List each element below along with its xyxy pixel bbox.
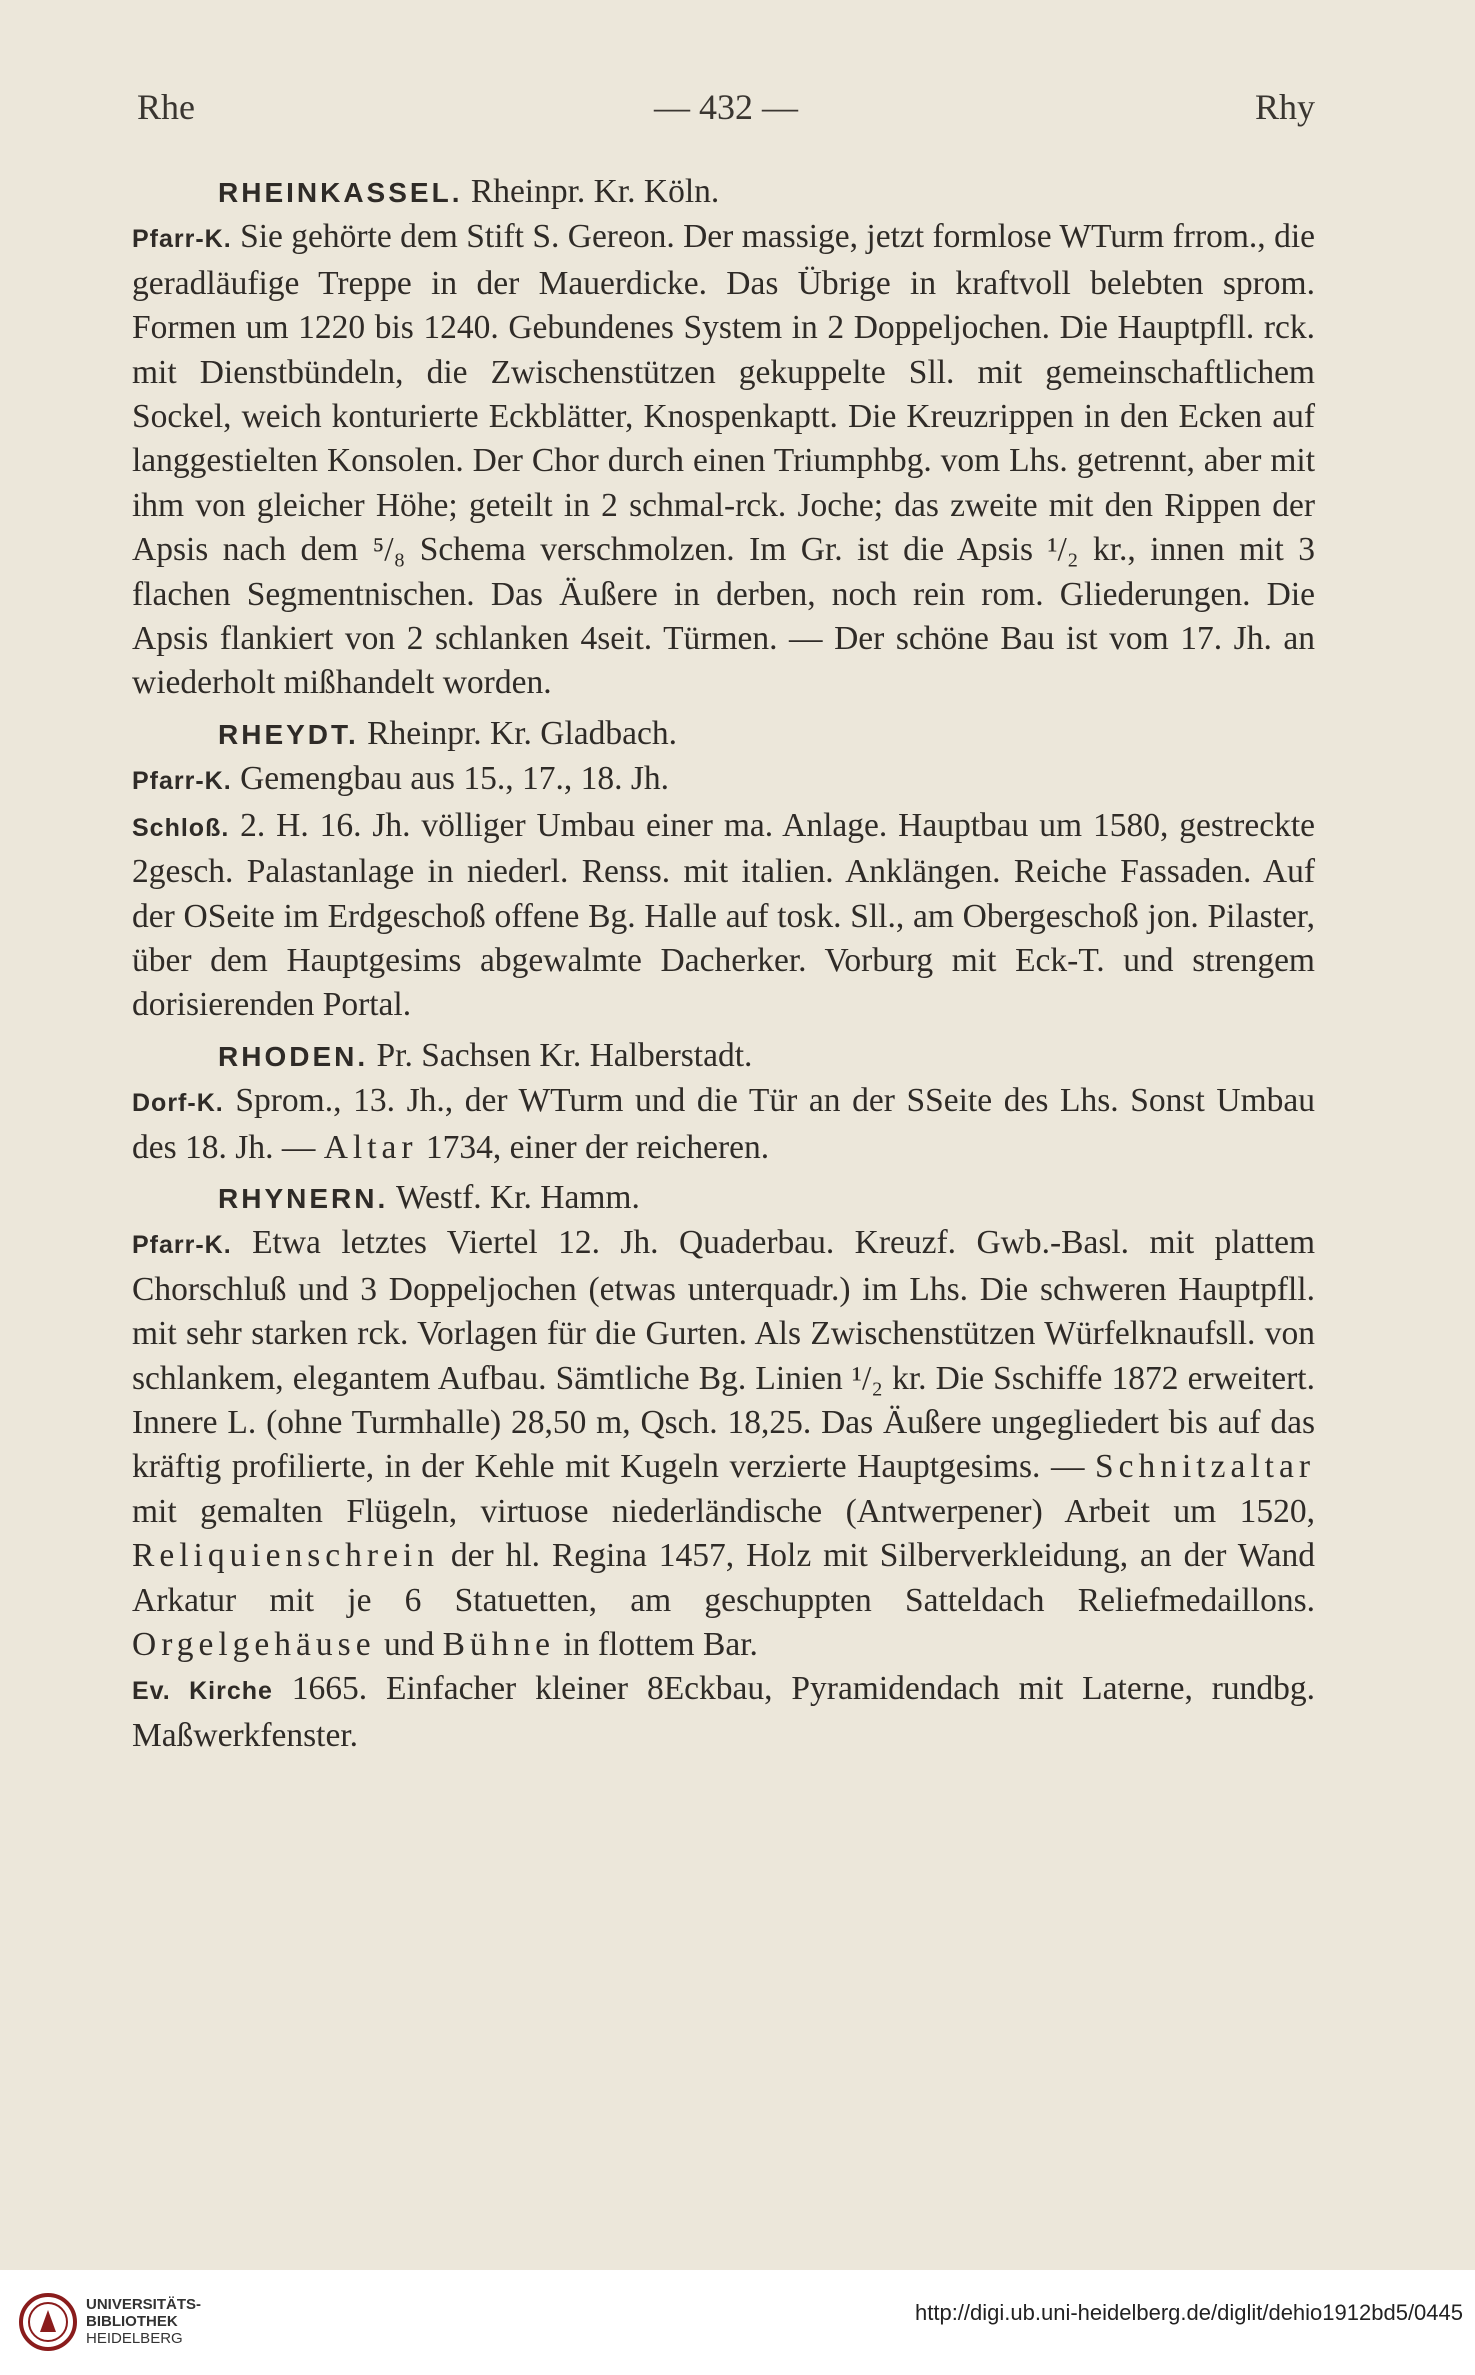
entry-heading: [132, 1034, 1315, 1079]
spaced-term: Schnitzaltar: [1095, 1448, 1315, 1486]
paragraph-text: in flottem Bar.: [555, 1626, 758, 1663]
building-label: Pfarr-K.: [132, 225, 232, 254]
paragraph-text: Etwa letztes Viertel 12. Jh. Quaderbau. Kreuzf. Gwb.-Basl. mit plattem Chorschluß und 3 Doppeljochen (etwas unterquadr.) im Lhs. Die schweren Hauptpfll. mit sehr starken rck. Vorlagen für die Gurten. Als Zwischenstützen Würfelknaufsll. von schlankem, elegantem Aufbau. Sämtliche Bg. Linien ¹/₂ kr. Die Sschiffe 1872 erweitert. Innere L. (ohne Turmhalle) 28,50 m, Qsch. 18,25. Das Äußere ungegliedert bis auf das kräftig profilierte, in der Kehle mit Kugeln verzierte Hauptgesims. —: [132, 1224, 1315, 1486]
entry-heading: [132, 170, 1315, 215]
spaced-term: Orgelgehäuse: [132, 1626, 376, 1663]
page-number: — 432 —: [654, 87, 798, 127]
paragraph-text: mit gemalten Flügeln, virtuose niederländische (Antwerpener) Arbeit um 1520,: [132, 1492, 1315, 1530]
entry-paragraph: [132, 1667, 1315, 1758]
building-label: Ev. Kirche: [132, 1677, 273, 1706]
building-label: Pfarr-K.: [132, 767, 232, 796]
place-location: Rheinpr. Kr. Gladbach.: [358, 714, 677, 752]
entry-heading: [132, 712, 1315, 757]
building-label: Pfarr-K.: [132, 1231, 232, 1260]
building-label: Schloß.: [132, 813, 230, 842]
university-seal-icon: [18, 2292, 78, 2352]
paragraph-text: und: [375, 1626, 443, 1663]
paragraph-text: Sie gehörte dem Stift S. Gereon. Der massige, jetzt formlose WTurm frrom., die geradläufige Treppe in der Mauerdicke. Das Übrige in kraftvoll belebten sprom. Formen um 1220 bis 1240. Gebundenes System in 2 Doppeljochen. Die Hauptpfll. rck. mit Dienstbündeln, die Zwischenstützen gekuppelte Sll. mit gemeinschaftlichem Sockel, weich konturierte Eckblätter, Knospenkaptt. Die Kreuzrippen in den Ecken auf langgestielten Konsolen. Der Chor durch einen Triumphbg. vom Lhs. getrennt, aber mit ihm von gleicher Höhe; geteilt in 2 schmal-rck. Joche; das zweite mit den Rippen der Apsis nach dem ⁵/₈ Schema verschmolzen. Im Gr. ist die Apsis ¹/₂ kr., innen mit 3 flachen Segmentnischen. Das Äußere in derben, noch rein rom. Gliederungen. Die Apsis flankiert von 2 schlanken 4seit. Türmen. — Der schöne Bau ist vom 17. Jh. an wiederholt mißhandelt worden.: [132, 218, 1315, 702]
entry-paragraph: [132, 215, 1315, 705]
library-line-1: UNIVERSITÄTS-: [86, 2296, 202, 2313]
paragraph-text: 1665. Einfacher kleiner 8Eckbau, Pyramidendach mit Laterne, rundbg. Maßwerkfenster.: [132, 1670, 1315, 1754]
place-name: RHEINKASSEL.: [218, 177, 463, 208]
paragraph-text: Gemengbau aus 15., 17., 18. Jh.: [231, 760, 669, 798]
building-label: Dorf-K.: [132, 1089, 224, 1118]
spaced-term: Bühne: [442, 1626, 556, 1663]
paragraph-text: Sprom., 13. Jh., der WTurm und die Tür an der SSeite des Lhs. Sonst Umbau des 18. Jh. —: [132, 1082, 1315, 1166]
source-url-link[interactable]: http://digi.ub.uni-heidelberg.de/diglit/dehio1912bd5/0445: [915, 2300, 1463, 2325]
header-left: Rhe: [137, 87, 195, 127]
place-name: RHEYDT.: [218, 718, 359, 750]
paragraph-text: 1734, einer der reicheren.: [417, 1128, 770, 1166]
running-header: [137, 86, 1315, 136]
spaced-term: Reliquienschrein: [132, 1537, 439, 1575]
entry-paragraph: [132, 1221, 1315, 1667]
page-text: [132, 170, 1315, 1758]
place-name: RHODEN.: [218, 1040, 369, 1072]
paragraph-text: der hl. Regina 1457, Holz mit Silberverkleidung, an der Wand Arkatur mit je 6 Statuetten, am geschuppten Satteldach Reliefmedaillons.: [132, 1537, 1315, 1619]
paragraph-text: 2. H. 16. Jh. völliger Umbau einer ma. Anlage. Hauptbau um 1580, gestreckte 2gesch. Palastanlage in niederl. Renss. mit italien. Anklängen. Reiche Fassaden. Auf der OSeite im Erdgeschoß offene Bg. Halle auf tosk. Sll., am Obergeschoß jon. Pilaster, über dem Hauptgesims abgewalmte Dacherker. Vorburg mit Eck-T. und strengem dorisierenden Portal.: [132, 806, 1315, 1024]
library-line-3: HEIDELBERG: [86, 2330, 183, 2347]
place-location: Rheinpr. Kr. Köln.: [462, 173, 720, 210]
place-name: RHYNERN.: [218, 1182, 389, 1214]
entry-paragraph: [132, 1079, 1315, 1170]
entry-paragraph: [132, 757, 1315, 803]
entry-heading: [132, 1176, 1315, 1221]
header-right: Rhy: [1254, 87, 1315, 127]
library-name: [86, 2296, 201, 2347]
spaced-term: Altar: [323, 1128, 418, 1166]
entry-paragraph: [132, 804, 1315, 1028]
place-location: Westf. Kr. Hamm.: [388, 1178, 640, 1216]
library-line-2: BIBLIOTHEK: [86, 2313, 178, 2330]
place-location: Pr. Sachsen Kr. Halberstadt.: [368, 1036, 753, 1074]
